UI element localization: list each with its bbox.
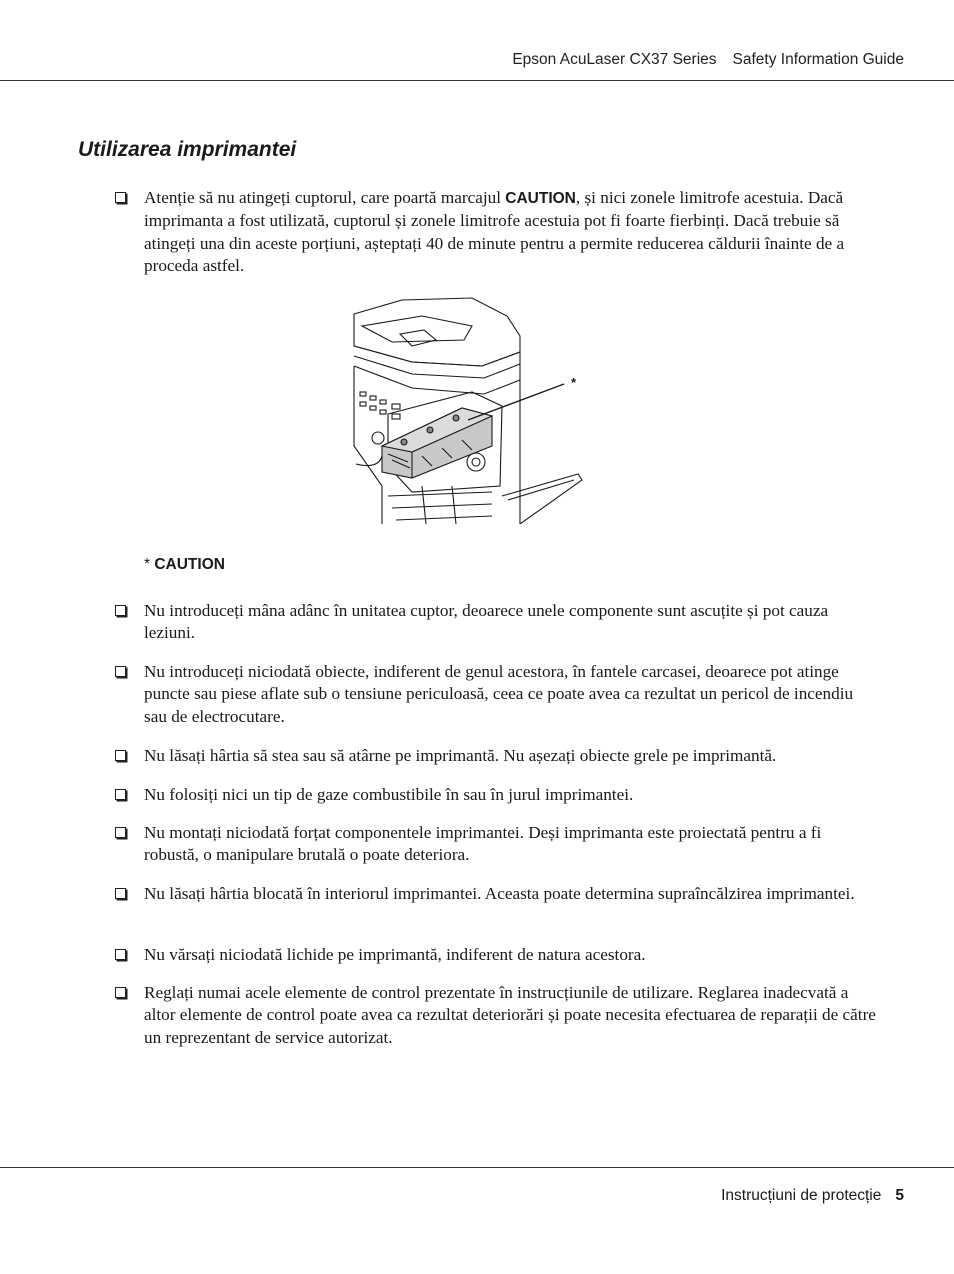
checkbox-bullet-icon [115, 949, 126, 960]
checkbox-bullet-icon [115, 605, 126, 616]
list-item-text: Nu introduceți niciodată obiecte, indiferent de genul acestora, în fantele carcasei, deoarece pot atinge puncte sau piese aflate sub o tensiune periculoasă, ceea ce poate avea ca rezultat un pericol de incendiu sau de electrocutare. [144, 662, 854, 726]
list-item-text: Nu lăsați hârtia să stea sau să atârne pe imprimantă. Nu așezați obiecte grele pe imprimantă. [144, 746, 777, 765]
list-item [115, 982, 880, 1049]
header-guide: Safety Information Guide [732, 51, 904, 68]
page-footer [721, 1187, 904, 1205]
list-item-text: Nu folosiți nici un tip de gaze combustibile în sau în jurul imprimantei. [144, 785, 634, 804]
list-item [115, 944, 880, 966]
list-item [115, 883, 880, 905]
checkbox-bullet-icon [115, 827, 126, 838]
header-rule [0, 80, 954, 81]
checkbox-bullet-icon [115, 789, 126, 800]
list-item [115, 661, 880, 728]
checkbox-bullet-icon [115, 666, 126, 677]
header-product: Epson AcuLaser CX37 Series [512, 51, 717, 68]
list-item-text: Atenție să nu atingeți cuptorul, care poartă marcajul CAUTION, și nici zonele limitrofe acestuia. Dacă imprimanta a fost utilizată, cuptorul și zonele limitrofe acestuia pot fi foarte fierbinți. Dacă trebuie să atingeți una din aceste porțiuni, așteptați 40 de minute pentru a permite reducerea căldurii înainte de a proceda astfel. [144, 188, 845, 276]
fuser-illustration [352, 296, 584, 524]
caption-keyword: CAUTION [154, 556, 225, 573]
checkbox-bullet-icon [115, 750, 126, 761]
callout-marker: * [571, 375, 577, 390]
section-title: Utilizarea imprimantei [78, 138, 297, 161]
figure-caption [144, 556, 225, 574]
list-item-text: Nu montați niciodată forțat componentele imprimantei. Deși imprimanta este proiectată pentru a fi robustă, o manipulare brutală o poate deteriora. [144, 823, 822, 865]
page-header [512, 51, 904, 69]
list-item [115, 745, 880, 767]
list-item-text: Nu lăsați hârtia blocată în interiorul imprimantei. Aceasta poate determina supraîncălzirea imprimantei. [144, 884, 855, 903]
list-item [115, 600, 880, 645]
caption-marker: * [144, 556, 155, 573]
footer-section: Instrucțiuni de protecție [721, 1187, 882, 1204]
list-item [115, 187, 880, 278]
list-item-text: Nu vărsați niciodată lichide pe imprimantă, indiferent de natura acestora. [144, 945, 646, 964]
footer-rule [0, 1167, 954, 1168]
checkbox-bullet-icon [115, 987, 126, 998]
checkbox-bullet-icon [115, 192, 126, 203]
caution-keyword: CAUTION [505, 190, 576, 207]
page-number: 5 [895, 1187, 904, 1204]
printer-fuser-drawing [352, 296, 584, 524]
list-item-text: Nu introduceți mâna adânc în unitatea cuptor, deoarece unele componente sunt ascuțite și pot cauza leziuni. [144, 601, 829, 643]
list-item [115, 822, 880, 867]
list-item-text: Reglați numai acele elemente de control prezentate în instrucțiunile de utilizare. Reglarea inadecvată a altor elemente de control poate avea ca rezultat deteriorări și poate necesita efectuarea de reparații de către un reprezentant de service autorizat. [144, 983, 876, 1047]
list-item [115, 784, 880, 806]
checkbox-bullet-icon [115, 888, 126, 899]
